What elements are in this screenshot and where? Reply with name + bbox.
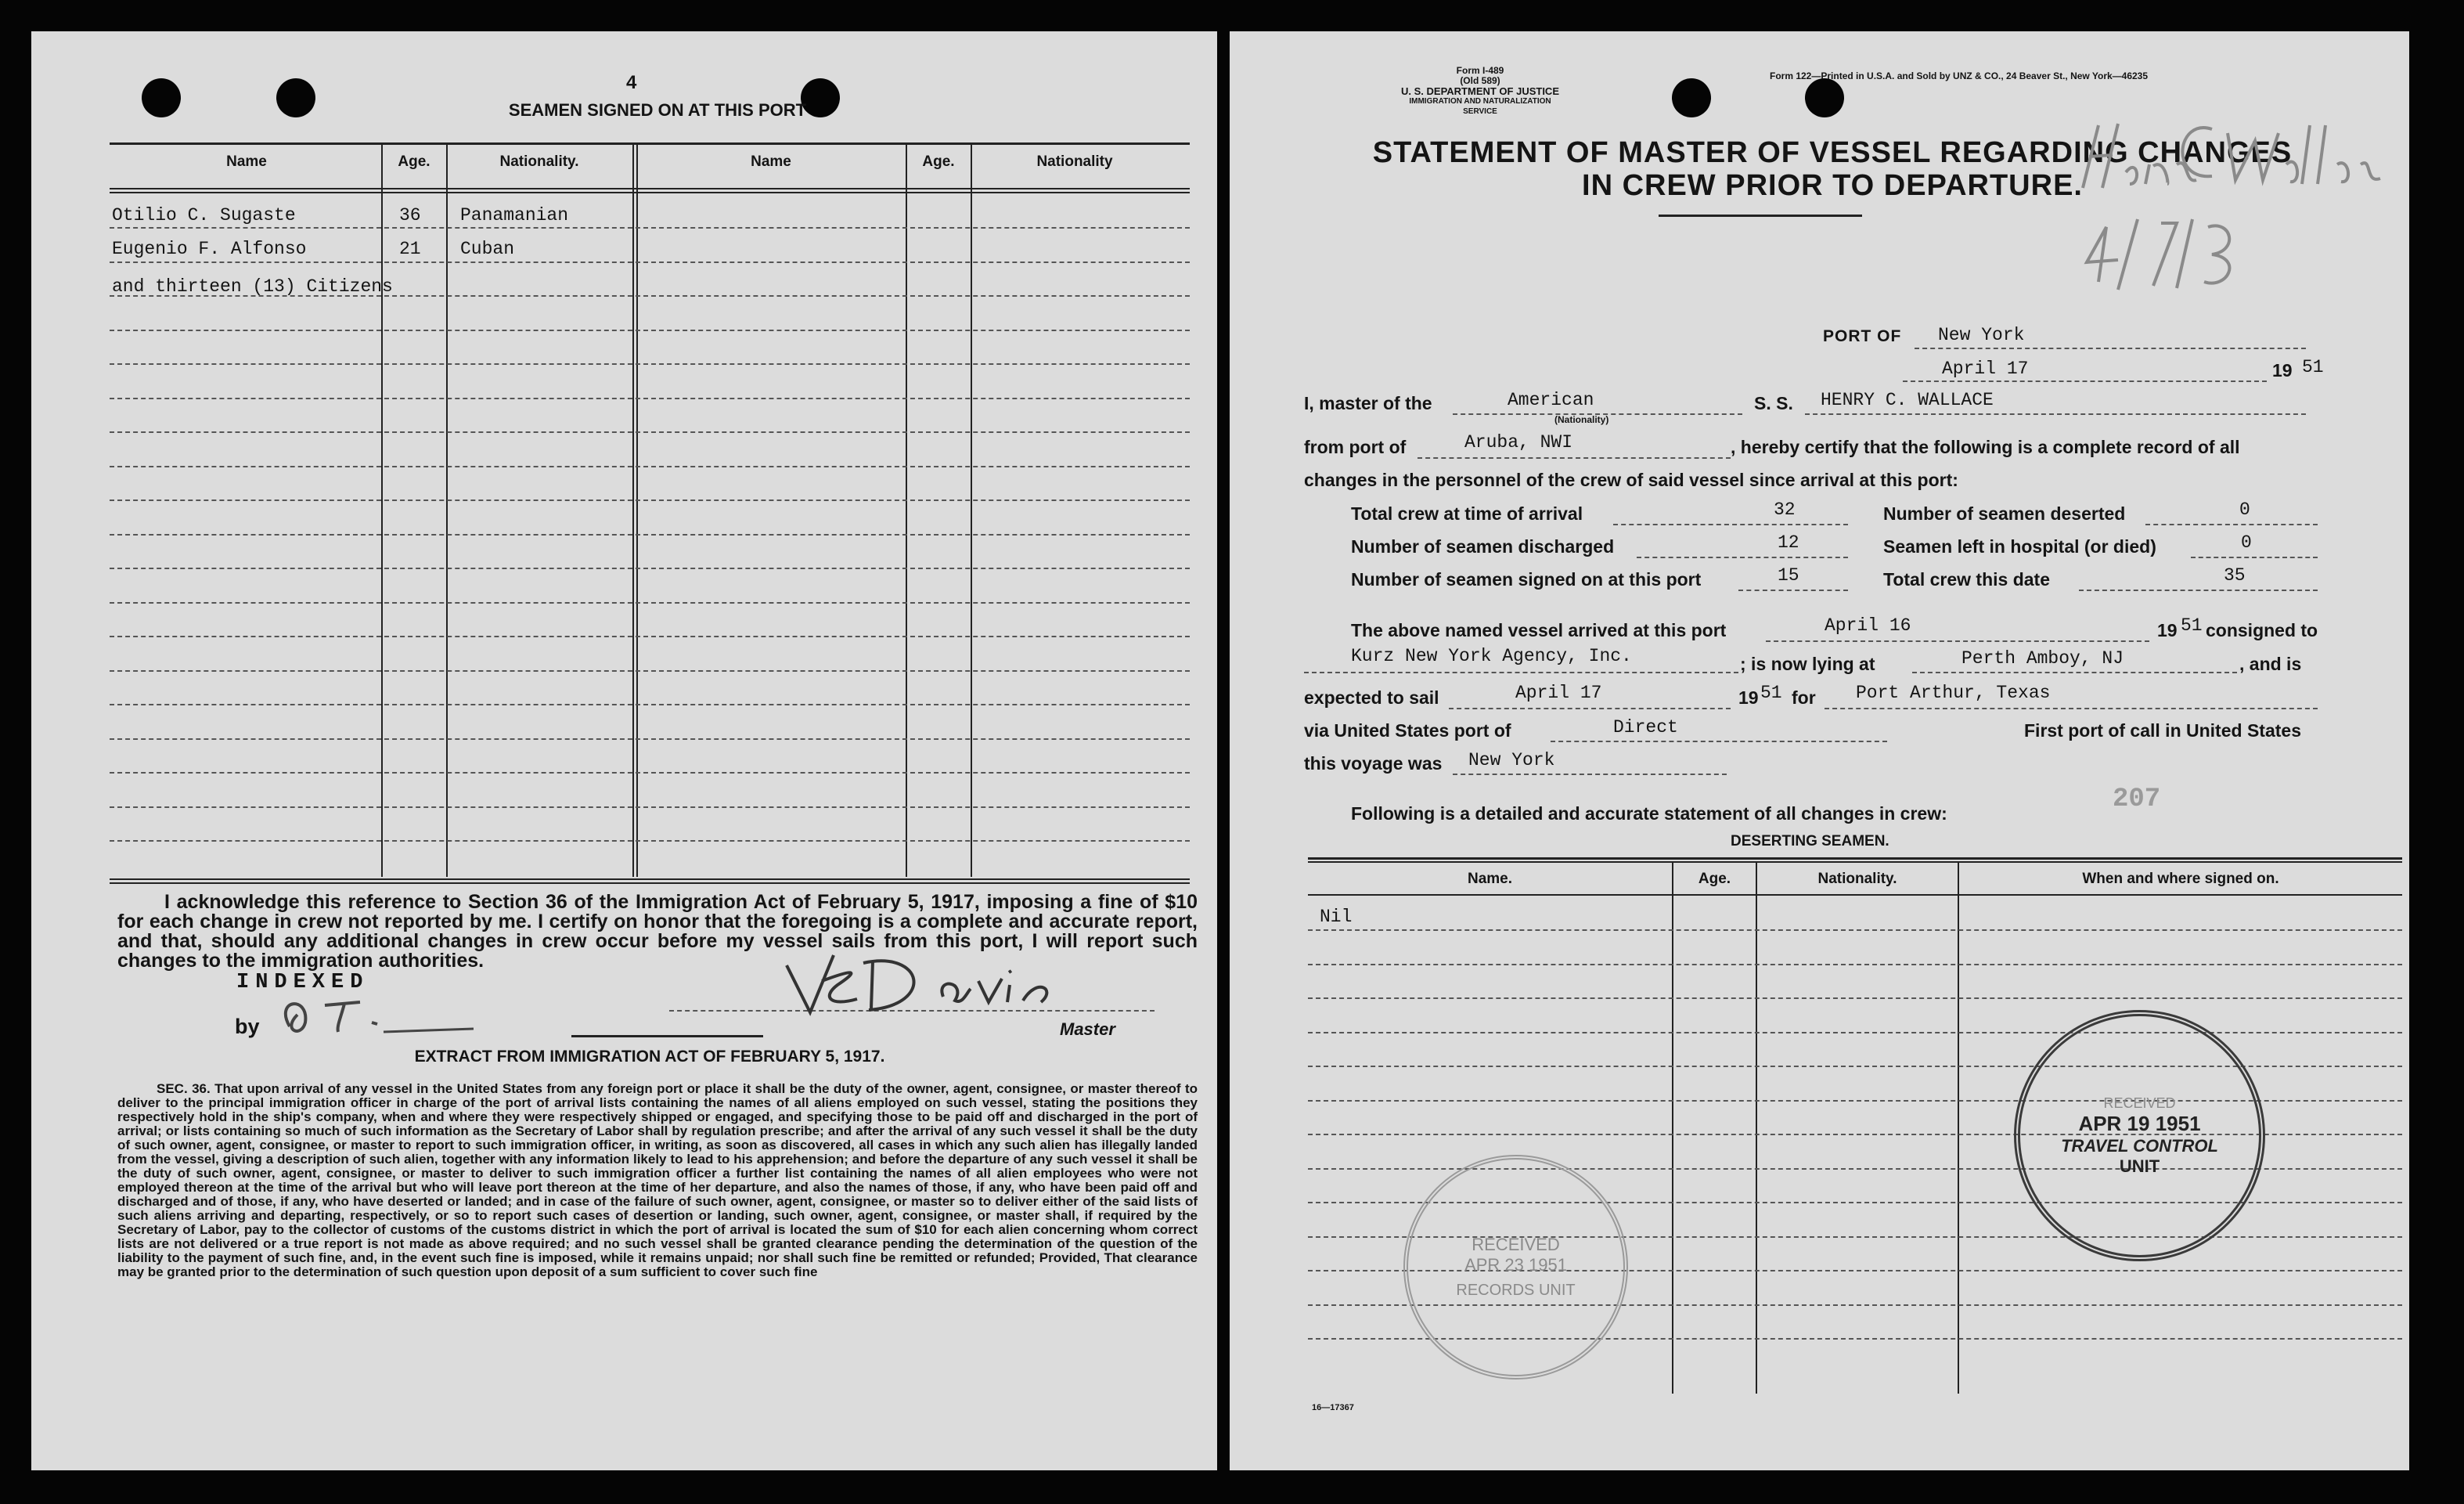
row-name: Eugenio F. Alfonso bbox=[112, 239, 307, 259]
column-divider bbox=[1958, 861, 1959, 1394]
fill-line bbox=[1418, 457, 1731, 459]
fill-line bbox=[1915, 348, 2306, 349]
ruled-line bbox=[110, 704, 1190, 705]
ss-label: S. S. bbox=[1754, 393, 1793, 413]
deserted-value: 0 bbox=[2239, 500, 2250, 520]
table-header-rule bbox=[1308, 894, 2402, 896]
table-bottom-rule bbox=[110, 882, 1190, 884]
ruled-line bbox=[110, 602, 1190, 604]
row-age: 36 bbox=[399, 205, 421, 225]
from-port-label: from port of bbox=[1304, 437, 1407, 457]
records-unit-stamp bbox=[1403, 1155, 1628, 1380]
column-header-nationality-2: Nationality bbox=[1036, 153, 1113, 170]
stamped-number: 207 bbox=[2113, 784, 2161, 814]
signed-on-value: 15 bbox=[1778, 565, 1799, 586]
ruled-line bbox=[110, 738, 1190, 740]
deserted-label: Number of seamen deserted bbox=[1883, 503, 2126, 524]
column-divider bbox=[636, 142, 638, 877]
ruled-line bbox=[110, 398, 1190, 399]
table-top-rule bbox=[1308, 857, 2402, 860]
ruled-line bbox=[110, 636, 1190, 637]
stamp-unit-line2: UNIT bbox=[2119, 1156, 2160, 1176]
row-nationality: Panamanian bbox=[460, 205, 569, 225]
column-divider bbox=[446, 142, 448, 877]
ruled-line bbox=[110, 261, 1190, 263]
ruled-line bbox=[110, 534, 1190, 536]
section-36-text: SEC. 36. That upon arrival of any vessel in the United States from any foreign port or place it shall be the duty of the owner, agent, consignee, or master thereof to deliver to the principal immigration officer in charge of the port of arrival lists containing the names of all aliens employed on such vessel, stating the positions they respectively hold in the ship's company, when and where they were respectively shipped or engaged, and specifying those to be paid off and discharged in the port of arrival; or lists containing so much of such information as the Secretary of Labor shall by regulation prescribe; and after the arrival of any such vessel it shall be the duty of such owner, agent, consignee, or master to report to such immigration officer, in writing, as soon as discovered, all cases in which any such alien has illegally landed from the vessel, giving a description of such alien, together with any information likely to lead to his apprehension; and before the departure of any such vessel it shall be the duty of such owner, agent, consignee, or master to deliver to such immigration officer a further list containing the names of all alien employees who were not employed thereon at the time of the arrival but who will leave port thereon at the time of her departure, and also the names of those, if any, who have been paid off and discharged and of those, if any, who have deserted or landed; and in case of the failure of such owner, agent, consignee, or master so to deliver either of the said lists of such aliens arriving and departing, respectively, or so to report such cases of desertion or landing, such owner, agent, consignee, or master shall, if required by the Secretary of Labor, pay to the collector of customs of the customs district in which the port of arrival is located the sum of $10 for each alien concerning whom correct lists are not delivered or a true report is not made as above required; and no such vessel shall be granted clearance pending the determination of the question of the liability to the payment of such fine, and, in the event such fine is imposed, while it remains unpaid; nor shall such fine be remitted or refunded; Provided, That clearance may be granted prior to the determination of such question upon deposit of a sum sufficient to cover such fine bbox=[117, 1081, 1198, 1279]
column-header-name: Name bbox=[226, 153, 267, 170]
section-heading: SEAMEN SIGNED ON AT THIS PORT bbox=[508, 100, 807, 120]
nationality-caption: (Nationality) bbox=[1554, 414, 1609, 425]
right-page bbox=[1230, 31, 2409, 1470]
following-text: Following is a detailed and accurate statement of all changes in crew: bbox=[1351, 803, 1947, 824]
master-of-label: I, master of the bbox=[1304, 393, 1432, 413]
ruled-line bbox=[110, 568, 1190, 569]
fill-line bbox=[1805, 413, 2306, 415]
ruled-line bbox=[110, 431, 1190, 433]
ruled-line bbox=[110, 772, 1190, 774]
title-line-1: STATEMENT OF MASTER OF VESSEL REGARDING CHANGES bbox=[1372, 136, 2293, 169]
first-entry: Nil bbox=[1320, 907, 1353, 927]
from-port-value: Aruba, NWI bbox=[1464, 432, 1573, 453]
sail-year: 51 bbox=[1760, 683, 1782, 703]
voyage-value: New York bbox=[1468, 750, 1555, 770]
column-divider bbox=[1672, 861, 1673, 1394]
fill-line bbox=[2145, 524, 2318, 525]
lying-at-value: Perth Amboy, NJ bbox=[1961, 648, 2124, 669]
certify-text: , hereby certify that the following is a complete record of all bbox=[1731, 437, 2240, 457]
fill-line bbox=[1738, 590, 1848, 591]
consigned-text: consigned to bbox=[2206, 620, 2318, 640]
fill-line bbox=[1613, 524, 1848, 525]
via-text: via United States port of bbox=[1304, 720, 1511, 741]
ruled-line bbox=[1308, 929, 2402, 931]
total-crew-date-label: Total crew this date bbox=[1883, 569, 2051, 590]
for-text: for bbox=[1792, 687, 1816, 708]
stamp-unit-line1: TRAVEL CONTROL bbox=[2061, 1135, 2218, 1156]
stamp-date: APR 23 1951 bbox=[1464, 1255, 1567, 1275]
indexed-initials bbox=[266, 991, 477, 1038]
fill-line bbox=[1449, 708, 1731, 709]
total-crew-arrival: 32 bbox=[1774, 500, 1796, 520]
punch-hole bbox=[276, 78, 315, 117]
punch-hole bbox=[1672, 78, 1711, 117]
column-divider bbox=[971, 142, 972, 877]
signed-on-label: Number of seamen signed on at this port bbox=[1351, 569, 1702, 590]
table-header-rule bbox=[110, 188, 1190, 189]
discharged-label: Number of seamen discharged bbox=[1351, 536, 1615, 557]
title-line-2: IN CREW PRIOR TO DEPARTURE. bbox=[1582, 169, 2083, 202]
total-crew-arrival-label: Total crew at time of arrival bbox=[1351, 503, 1583, 524]
fill-line bbox=[1551, 741, 1887, 742]
changes-text: changes in the personnel of the crew of said vessel since arrival at this port: bbox=[1304, 470, 1958, 490]
hospital-value: 0 bbox=[2241, 532, 2252, 553]
via-value: Direct bbox=[1613, 717, 1678, 738]
column-divider bbox=[1756, 861, 1757, 1394]
year-value: 51 bbox=[2302, 357, 2324, 377]
hospital-label: Seamen left in hospital (or died) bbox=[1883, 536, 2156, 557]
master-label: Master bbox=[1060, 1019, 1115, 1039]
discharged-value: 12 bbox=[1778, 532, 1799, 553]
travel-control-stamp bbox=[2014, 1010, 2265, 1261]
footer-code: 16—17367 bbox=[1312, 1403, 1354, 1412]
ruled-line bbox=[110, 840, 1190, 842]
total-crew-date-value: 35 bbox=[2224, 565, 2246, 586]
row-age: 21 bbox=[399, 239, 421, 259]
column-header-age: Age. bbox=[1698, 871, 1731, 887]
ruled-line bbox=[110, 466, 1190, 467]
form-old-number: (Old 589) bbox=[1460, 75, 1500, 86]
extract-rule bbox=[571, 1035, 763, 1037]
voyage-text: this voyage was bbox=[1304, 753, 1443, 774]
ruled-line bbox=[110, 363, 1190, 365]
first-port-text: First port of call in United States bbox=[2024, 720, 2301, 741]
column-header-nationality: Nationality. bbox=[499, 153, 579, 170]
consignee-value: Kurz New York Agency, Inc. bbox=[1351, 646, 1632, 666]
punch-hole bbox=[1805, 78, 1844, 117]
ruled-line bbox=[110, 670, 1190, 672]
ruled-line bbox=[1308, 964, 2402, 965]
arrived-year-prefix: 19 bbox=[2157, 620, 2178, 640]
form-number: Form I-489 bbox=[1456, 65, 1504, 76]
destination-value: Port Arthur, Texas bbox=[1856, 683, 2051, 703]
fill-line bbox=[1766, 640, 2149, 642]
column-header-age-2: Age. bbox=[922, 153, 955, 170]
column-divider bbox=[632, 142, 634, 877]
ruled-line bbox=[110, 330, 1190, 331]
title-rule bbox=[1659, 215, 1862, 217]
fill-line bbox=[1912, 672, 2237, 673]
column-header-signed-on: When and where signed on. bbox=[2082, 871, 2279, 887]
left-page bbox=[31, 31, 1217, 1470]
ruled-line bbox=[110, 806, 1190, 808]
punch-hole bbox=[142, 78, 181, 117]
date-value: April 17 bbox=[1942, 359, 2029, 379]
extract-title: EXTRACT FROM IMMIGRATION ACT OF FEBRUARY 5, 1917. bbox=[414, 1048, 885, 1066]
fill-line bbox=[1304, 672, 1738, 673]
nationality-value: American bbox=[1508, 390, 1594, 410]
column-divider bbox=[381, 142, 383, 877]
stamp-received: RECEIVED bbox=[2103, 1095, 2176, 1111]
fill-line bbox=[1825, 708, 2318, 709]
service-name: IMMIGRATION AND NATURALIZATION SERVICE bbox=[1409, 97, 1551, 116]
acknowledgement-text: I acknowledge this reference to Section 36 of the Immigration Act of February 5, 1917, imposing a fine of $10 for each change in crew not reported by me. I certify on honor that the foregoing is a complete and accurate report, and that, should any additional changes in crew occur before my vessel sails from this port, I will report such changes to the immigration authorities. bbox=[117, 891, 1198, 972]
and-is-text: , and is bbox=[2239, 654, 2302, 674]
column-header-name: Name. bbox=[1467, 871, 1513, 887]
arrived-text: The above named vessel arrived at this port bbox=[1351, 620, 1727, 640]
ruled-line bbox=[110, 227, 1190, 229]
ruled-line bbox=[1308, 1032, 2402, 1033]
vessel-name: HENRY C. WALLACE bbox=[1821, 390, 1994, 410]
row-name: Otilio C. Sugaste bbox=[112, 205, 296, 225]
port-label: PORT OF bbox=[1823, 327, 1902, 345]
table-bottom-rule bbox=[110, 878, 1190, 880]
sail-year-prefix: 19 bbox=[1738, 687, 1759, 708]
sail-date: April 17 bbox=[1515, 683, 1602, 703]
stamp-date: APR 19 1951 bbox=[2078, 1111, 2201, 1135]
stamp-unit: RECORDS UNIT bbox=[1456, 1282, 1576, 1299]
year-prefix: 19 bbox=[2272, 360, 2293, 381]
expected-text: expected to sail bbox=[1304, 687, 1439, 708]
stamp-received: RECEIVED bbox=[1472, 1235, 1560, 1254]
ruled-line bbox=[110, 500, 1190, 501]
table-header-rule bbox=[110, 192, 1190, 193]
page-number: 4 bbox=[626, 72, 637, 93]
column-header-nationality: Nationality. bbox=[1817, 871, 1897, 887]
master-signature bbox=[779, 946, 1076, 1020]
column-divider bbox=[906, 142, 907, 877]
column-header-name-2: Name bbox=[751, 153, 791, 170]
row-nationality: Cuban bbox=[460, 239, 515, 259]
fill-line bbox=[2191, 557, 2318, 558]
port-value: New York bbox=[1938, 325, 2025, 345]
printer-line: Form 122—Printed in U.S.A. and Sold by UNZ & CO., 24 Beaver St., New York—46235 bbox=[1770, 70, 2149, 81]
fill-line bbox=[1903, 381, 2267, 382]
arrived-date: April 16 bbox=[1825, 615, 1911, 636]
fill-line bbox=[1453, 774, 1727, 775]
arrived-year: 51 bbox=[2181, 615, 2203, 636]
section-title: DESERTING SEAMEN. bbox=[1731, 833, 1889, 849]
fill-line bbox=[2079, 590, 2318, 591]
indexed-by-label: by bbox=[235, 1015, 260, 1038]
form-number-block bbox=[1398, 66, 1562, 117]
department-name: U. S. DEPARTMENT OF JUSTICE bbox=[1401, 85, 1559, 97]
ruled-line bbox=[1308, 997, 2402, 999]
table-top-rule bbox=[110, 142, 1190, 145]
handwritten-annotation bbox=[2052, 110, 2396, 298]
column-header-age: Age. bbox=[398, 153, 430, 170]
lying-text: ; is now lying at bbox=[1740, 654, 1875, 674]
table-top-rule bbox=[1308, 861, 2402, 863]
fill-line bbox=[1637, 557, 1848, 558]
row-name: and thirteen (13) Citizens bbox=[112, 276, 393, 297]
indexed-label: INDEXED bbox=[236, 971, 369, 994]
